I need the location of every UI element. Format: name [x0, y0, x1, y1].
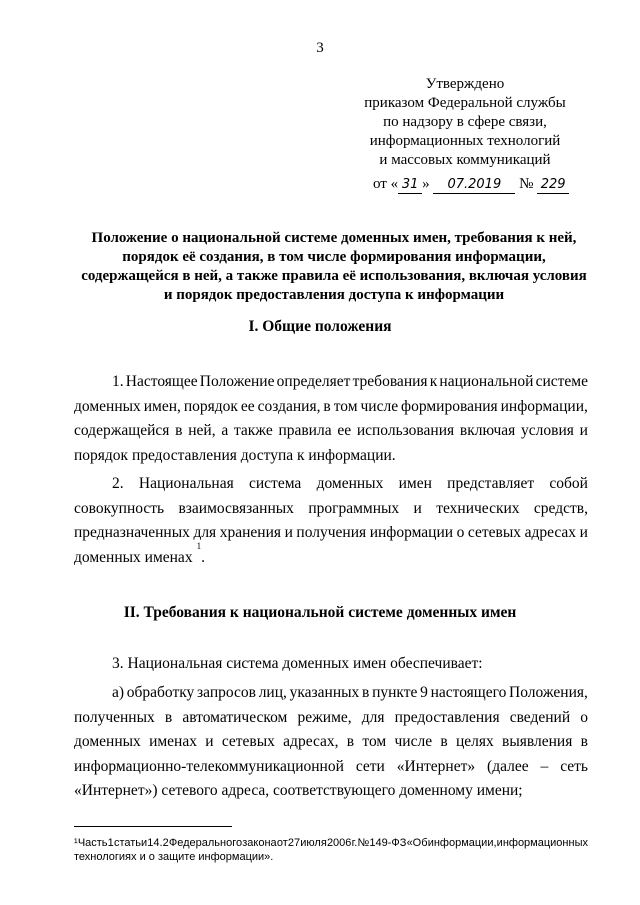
word: и — [579, 422, 588, 439]
word: Настоящее — [125, 373, 198, 390]
word: полученных — [74, 708, 155, 726]
word: предназначенных — [74, 524, 190, 541]
word: июля — [300, 837, 327, 849]
text-fragment: доменных именах — [74, 548, 193, 566]
word: сеть — [560, 757, 588, 775]
word: предоставления — [394, 708, 500, 726]
word: информационно-телекоммуникационной — [74, 757, 344, 775]
text-line — [74, 395, 588, 420]
paragraph-4 — [74, 681, 588, 804]
word: системе — [535, 373, 588, 390]
word: информации, — [500, 397, 588, 415]
word: 1. — [112, 373, 124, 390]
word: сведений — [509, 708, 571, 726]
word: (далее — [487, 757, 529, 775]
word: в — [323, 397, 331, 415]
order-quote-close: » — [422, 176, 430, 192]
text-line: «Интернет») сетевого адреса, соответствующего доменному имени; — [74, 782, 523, 799]
text-line — [74, 755, 588, 780]
word: получения — [296, 524, 367, 541]
word: том — [362, 733, 387, 750]
word: обработку — [126, 684, 195, 701]
footnote-line: технологиях и о защите информации». — [74, 851, 274, 863]
word: автоматическом — [182, 708, 288, 726]
word: средств, — [533, 499, 588, 517]
word: ее — [337, 422, 352, 439]
word: доменных — [316, 475, 384, 492]
word: взаимосвязанных — [178, 499, 294, 517]
word: 9 — [420, 684, 428, 701]
text-line: порядок предоставления доступа к информации. — [74, 446, 396, 464]
section-1-heading: I. Общие положения — [248, 318, 392, 335]
word: запросов — [197, 684, 256, 701]
word: формирования — [401, 397, 498, 415]
word: № — [357, 837, 370, 849]
word: о — [456, 524, 465, 541]
section-2-heading: II. Требования к национальной системе доменных имен — [123, 604, 517, 621]
word: информации, — [427, 837, 497, 849]
word: и — [205, 733, 214, 750]
word: 27 — [287, 837, 301, 849]
word: собой — [549, 475, 588, 492]
word: в — [175, 422, 183, 439]
footnote-line — [74, 836, 588, 850]
word: представляет — [447, 475, 535, 492]
word: 14.2 — [147, 837, 169, 849]
word: включая — [459, 422, 516, 439]
word: Положения, — [509, 684, 588, 701]
text-line — [74, 681, 588, 706]
title-line: порядок её создания, в том числе формирования информации, — [122, 249, 546, 265]
word: имен — [398, 475, 432, 492]
word: 149-ФЗ — [369, 837, 407, 849]
word: пункте — [372, 684, 418, 701]
word: информации — [369, 524, 454, 541]
word: система — [249, 475, 302, 492]
word: ее — [240, 397, 255, 415]
word: целях — [455, 733, 494, 750]
text-line — [74, 472, 588, 497]
word: 2006 — [326, 837, 352, 849]
text-line — [74, 730, 588, 755]
word: создания, — [257, 397, 321, 415]
word: выявления — [502, 733, 573, 750]
word: порядок — [183, 397, 238, 415]
word: 2. — [112, 475, 124, 492]
word: совокупность — [74, 499, 165, 517]
word: адресах, — [283, 733, 339, 750]
text-line — [74, 419, 588, 444]
document-title — [70, 229, 598, 305]
paragraph-2 — [74, 472, 588, 570]
word: условия — [521, 422, 574, 439]
word: числе — [394, 733, 433, 750]
word: Часть — [77, 837, 108, 849]
word: ней, — [188, 422, 216, 439]
word: имен, — [143, 397, 181, 415]
footnote-reference: 1 — [196, 540, 202, 551]
word: доменных — [74, 733, 141, 750]
word: требования — [352, 373, 428, 390]
text-line — [74, 370, 588, 395]
word: том — [333, 397, 358, 415]
word: «Интернет» — [396, 757, 476, 775]
word: программных — [308, 499, 400, 517]
word: для — [193, 524, 217, 541]
word: именах — [149, 733, 197, 750]
word: а) — [112, 684, 125, 701]
text-line — [74, 521, 588, 546]
order-number: 229 — [537, 177, 569, 194]
page-number: 3 — [316, 40, 324, 56]
word: – — [540, 757, 549, 775]
word: о — [580, 708, 588, 726]
approval-line: информационных технологий — [369, 133, 561, 149]
word: содержащейся — [74, 422, 170, 439]
word: для — [361, 708, 385, 726]
word: настоящего — [430, 684, 507, 701]
word: и — [579, 524, 588, 541]
order-date: 07.2019 — [433, 177, 515, 194]
text-line: 3. Национальная система доменных имен обеспечивает: — [112, 655, 483, 672]
approval-line: Утверждено — [425, 76, 505, 92]
word: режиме, — [297, 708, 352, 726]
word: статьи — [113, 837, 148, 849]
word: 1 — [107, 837, 114, 849]
word: адресах — [524, 524, 577, 541]
order-date-line — [373, 176, 569, 194]
title-line: Положение о национальной системе доменных имен, требования к ней, — [91, 230, 577, 246]
approval-line: по надзору в сфере связи, — [383, 114, 547, 130]
word: Национальная — [138, 475, 234, 492]
word: а — [221, 422, 229, 439]
word: лиц, — [258, 684, 287, 701]
word: в — [362, 684, 370, 701]
word: в — [440, 733, 448, 750]
word: и — [413, 499, 422, 517]
word: использования — [356, 422, 455, 439]
approval-line: и массовых коммуникаций — [379, 152, 551, 168]
word: в — [164, 708, 173, 726]
word: Федерального — [168, 837, 243, 849]
word: числе — [360, 397, 399, 415]
word: указанных — [289, 684, 360, 701]
word: «Об — [406, 837, 428, 849]
word: Положение — [199, 373, 275, 390]
footnote-divider — [74, 826, 232, 827]
word: от — [276, 837, 288, 849]
word: национальной — [439, 373, 534, 390]
word: определяет — [276, 373, 351, 390]
word: технических — [436, 499, 520, 517]
title-line: и порядок предоставления доступа к информации — [163, 287, 505, 303]
word: также — [233, 422, 273, 439]
approval-block — [360, 75, 570, 170]
word: в — [580, 733, 588, 750]
word: в — [346, 733, 355, 750]
word: информационных — [496, 837, 588, 849]
text-line — [74, 706, 588, 731]
word: сетевых — [221, 733, 275, 750]
order-day: 31 — [398, 177, 422, 194]
word: доменных — [74, 397, 141, 415]
word: ¹ — [74, 837, 78, 849]
word: сетевых — [467, 524, 522, 541]
word: г. — [351, 837, 358, 849]
order-number-label: № — [519, 176, 534, 192]
word: и — [284, 524, 293, 541]
paragraph-1 — [74, 370, 588, 468]
word: правила — [278, 422, 332, 439]
title-line: содержащейся в ней, а также правила её использования, включая условия — [81, 268, 587, 284]
text-line — [74, 540, 588, 571]
text-fragment: . — [201, 548, 205, 566]
word: хранения — [219, 524, 282, 541]
word: закона — [242, 837, 277, 849]
word: сети — [355, 757, 385, 775]
text-line — [74, 497, 588, 522]
paragraph-3 — [74, 652, 588, 677]
order-prefix: от « — [373, 176, 399, 192]
approval-line: приказом Федеральной службы — [364, 95, 566, 111]
footnote — [74, 836, 588, 864]
word: к — [429, 373, 438, 390]
